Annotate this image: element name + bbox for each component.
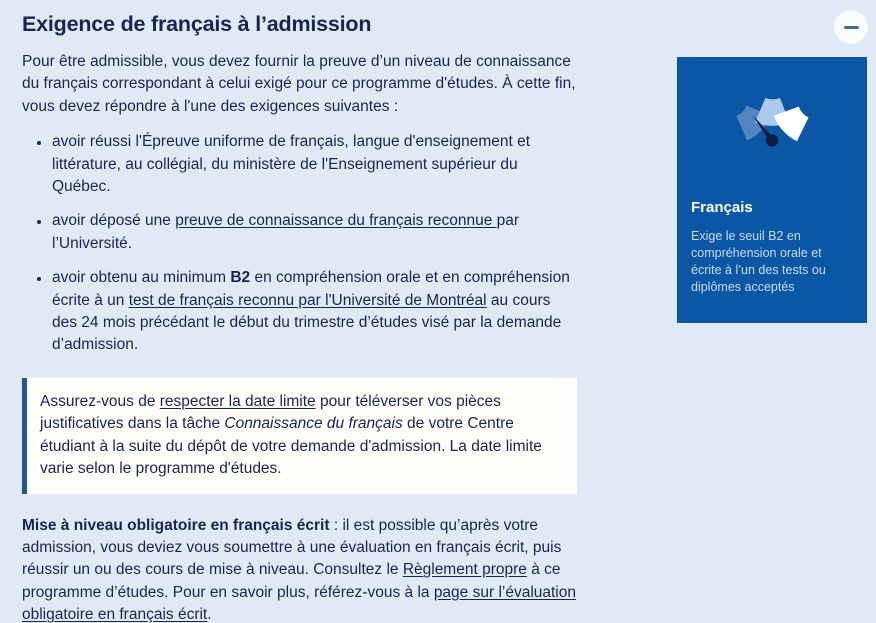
inline-link[interactable]: test de français reconnu par l'Université de Montréal [128, 291, 487, 309]
inline-link[interactable]: preuve de connaissance du français reconnue [175, 212, 497, 230]
intro-paragraph [22, 51, 577, 118]
minus-icon [844, 26, 859, 29]
text-segment: par l’Université. [52, 212, 520, 252]
requirement-item [51, 131, 577, 198]
requirement-item [51, 210, 577, 255]
text-segment: Assurez-vous de [40, 392, 160, 410]
callout-text [40, 391, 561, 481]
main-content-column [22, 12, 577, 623]
text-segment: pour téléverser vos pièces justificatives dans la tâche [40, 392, 501, 433]
text-segment: de votre Centre étudiant à la suite du dépôt de votre demande d'admission. La date limite varie selon le programme d'études. [40, 415, 542, 478]
text-segment: Mise à niveau obligatoire en français écrit [22, 516, 330, 534]
inline-link[interactable]: respecter la date limite [159, 392, 316, 410]
text-segment: avoir obtenu au minimum [52, 269, 231, 287]
inline-link[interactable]: Règlement propre [402, 561, 527, 579]
french-requirement-card [677, 57, 867, 323]
text-segment: Connaissance du français [224, 415, 403, 433]
collapse-section-button[interactable] [835, 11, 867, 43]
inline-link[interactable]: page sur l’évaluation obligatoire en français écrit [22, 583, 576, 623]
text-segment: : il est possible qu’après votre admission, vous deviez vous soumettre à une évaluation en français écrit, puis réussir un ou des cours de mise à niveau. Consultez le [22, 516, 562, 579]
requirement-item [51, 267, 577, 357]
page-title: Exigence de français à l’admission [22, 12, 372, 36]
text-segment: . [207, 606, 212, 623]
card-description: Exige le seuil B2 en compréhension orale et écrite à l’un des tests ou diplômes acceptés [691, 229, 826, 294]
text-segment: Pour être admissible, vous devez fournir la preuve d’un niveau de connaissance du français correspondant à celui exigé pour ce programme d'études. À cette fin, vous devez répondre à l'une des exigences suivantes : [22, 53, 576, 115]
gauge-icon [691, 75, 853, 153]
footnote-paragraph [22, 515, 577, 623]
card-title: Français [691, 199, 753, 216]
text-segment: avoir déposé une [52, 212, 176, 230]
text-segment: au cours des 24 mois précédant le début du trimestre d’études visé par la demande d’admission. [52, 291, 562, 354]
text-segment: B2 [230, 269, 251, 287]
deadline-callout [22, 378, 577, 494]
text-segment: à ce programme d’études. Pour en savoir plus, référez-vous à la [22, 561, 561, 601]
text-segment: avoir réussi l'Épreuve uniforme de français, langue d'enseignement et littérature, au collégial, du ministère de l'Enseignement supérieur du Québec. [52, 133, 531, 196]
requirements-list [22, 131, 577, 357]
text-segment: en compréhension orale et en compréhension écrite à un [52, 269, 570, 309]
